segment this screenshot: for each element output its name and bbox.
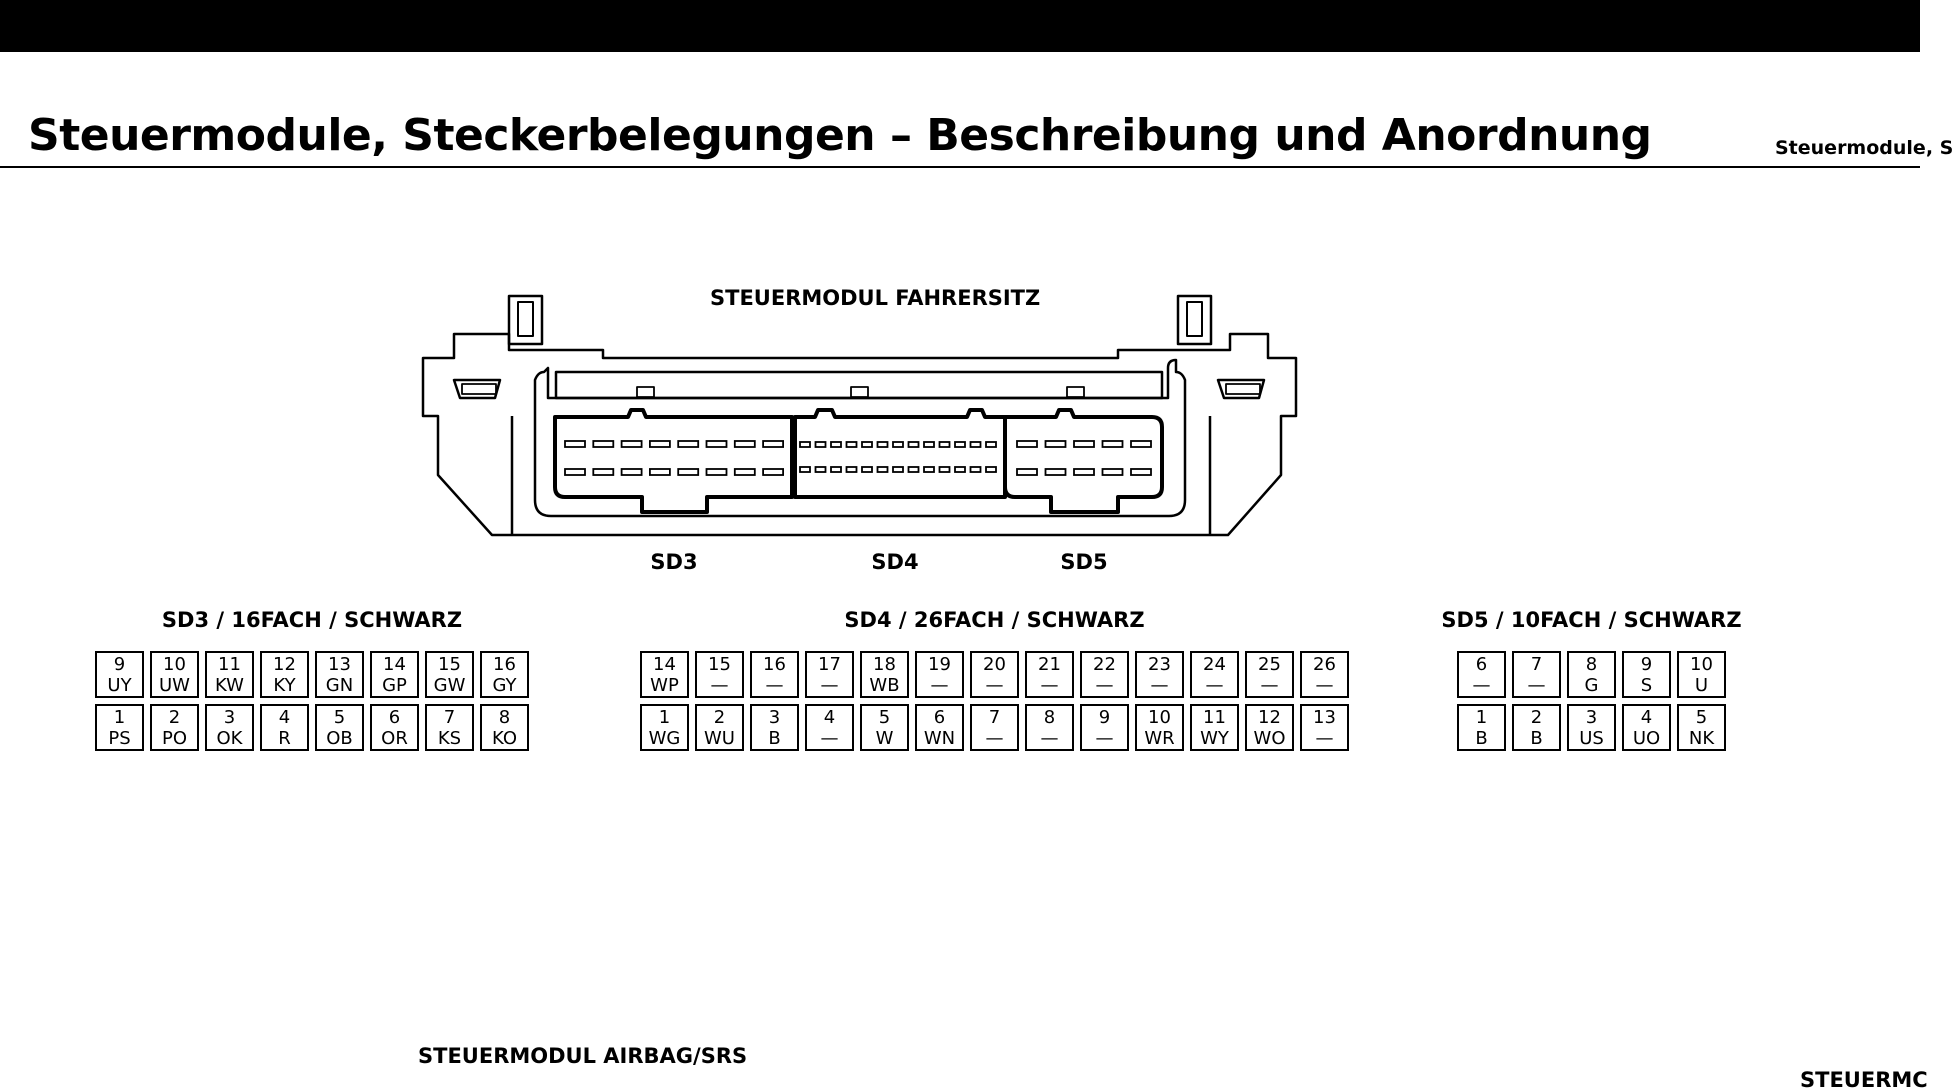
pin-slot xyxy=(878,442,888,447)
pin-slot xyxy=(593,469,613,475)
pin-wire-color: — xyxy=(1527,674,1546,696)
pin-cell xyxy=(425,704,474,751)
pin-slot xyxy=(735,441,755,447)
pin-cell xyxy=(205,704,254,751)
pin-slot xyxy=(1131,441,1151,447)
pin-wire-color: WP xyxy=(650,674,679,696)
pin-wire-color: — xyxy=(1315,727,1334,749)
right-latch xyxy=(1178,296,1211,344)
pin-cell xyxy=(1190,704,1239,751)
pin-cell xyxy=(1567,651,1616,698)
pin-cell xyxy=(695,704,744,751)
pin-wire-color: OK xyxy=(216,727,243,749)
pin-slot xyxy=(707,441,727,447)
pin-wire-color: U xyxy=(1694,674,1709,696)
pin-cell xyxy=(1567,704,1616,751)
pin-cell xyxy=(315,651,364,698)
pin-wire-color: — xyxy=(1095,727,1114,749)
pin-table-title: SD5 / 10FACH / SCHWARZ xyxy=(1441,608,1742,632)
pin-wire-color: W xyxy=(875,727,894,749)
sd4-socket xyxy=(795,410,1005,497)
pin-cell xyxy=(970,704,1019,751)
pin-number: 13 xyxy=(328,653,351,675)
pin-number: 10 xyxy=(163,653,186,675)
pin-number: 1 xyxy=(658,706,671,728)
pin-cell xyxy=(750,651,799,698)
pin-wire-color: GW xyxy=(433,674,466,696)
pin-slot xyxy=(893,467,903,472)
pin-wire-color: B xyxy=(1530,727,1543,749)
pin-number: 3 xyxy=(223,706,236,728)
pin-row xyxy=(640,704,1349,751)
pin-number: 2 xyxy=(1530,706,1543,728)
connector-label-sd4: SD4 xyxy=(871,550,919,574)
pin-slot xyxy=(878,467,888,472)
pin-cell xyxy=(1135,704,1184,751)
pin-wire-color: — xyxy=(1040,727,1059,749)
pin-number: 18 xyxy=(873,653,896,675)
pin-slot xyxy=(1074,441,1094,447)
pin-number: 10 xyxy=(1690,653,1713,675)
pin-wire-color: — xyxy=(820,674,839,696)
pin-wire-color: G xyxy=(1584,674,1599,696)
pin-row xyxy=(95,651,529,698)
pin-wire-color: B xyxy=(1475,727,1488,749)
pin-wire-color: PS xyxy=(108,727,131,749)
clipped-module-title: STEUERMC xyxy=(1800,1068,1928,1092)
pin-row xyxy=(1457,704,1726,751)
pin-number: 2 xyxy=(713,706,726,728)
pin-wire-color: GP xyxy=(382,674,407,696)
pin-number: 16 xyxy=(763,653,786,675)
pin-wire-color: — xyxy=(765,674,784,696)
pin-wire-color: — xyxy=(710,674,729,696)
pin-slot xyxy=(1046,469,1066,475)
pin-slot xyxy=(650,441,670,447)
pin-number: 20 xyxy=(983,653,1006,675)
pin-cell xyxy=(1080,704,1129,751)
pin-slot xyxy=(847,467,857,472)
pin-cell xyxy=(750,704,799,751)
pin-wire-color: KS xyxy=(437,727,462,749)
pin-slot xyxy=(1131,469,1151,475)
pin-slot xyxy=(986,442,996,447)
pin-slot xyxy=(565,441,585,447)
pin-wire-color: NK xyxy=(1688,727,1715,749)
pin-number: 4 xyxy=(278,706,291,728)
pin-slot xyxy=(924,442,934,447)
pin-slot xyxy=(971,467,981,472)
pin-slot xyxy=(678,469,698,475)
pin-number: 14 xyxy=(383,653,406,675)
pin-slot xyxy=(1017,469,1037,475)
pin-number: 10 xyxy=(1148,706,1171,728)
pin-table-sd4 xyxy=(640,608,1349,757)
pin-cell xyxy=(260,704,309,751)
pin-wire-color: UO xyxy=(1632,727,1661,749)
pin-wire-color: — xyxy=(1095,674,1114,696)
pin-wire-color: — xyxy=(1205,674,1224,696)
pin-wire-color: KW xyxy=(215,674,244,696)
pin-slot xyxy=(622,469,642,475)
pin-slot xyxy=(763,441,783,447)
pin-number: 9 xyxy=(1098,706,1111,728)
connector-label-sd3: SD3 xyxy=(650,550,698,574)
pin-wire-color: WN xyxy=(923,727,956,749)
pin-number: 19 xyxy=(928,653,951,675)
pin-slot xyxy=(1103,441,1123,447)
pin-wire-color: WY xyxy=(1200,727,1229,749)
pin-slot xyxy=(924,467,934,472)
pin-number: 8 xyxy=(1043,706,1056,728)
pin-slot xyxy=(763,469,783,475)
pin-slot xyxy=(678,441,698,447)
pin-slot xyxy=(862,442,872,447)
pin-wire-color: OR xyxy=(381,727,408,749)
module-title: STEUERMODUL FAHRERSITZ xyxy=(710,286,1041,310)
pin-slot xyxy=(1046,441,1066,447)
pin-cell xyxy=(1622,651,1671,698)
pin-wire-color: S xyxy=(1640,674,1653,696)
pin-slot xyxy=(862,467,872,472)
pin-cell xyxy=(150,704,199,751)
pin-slot xyxy=(622,441,642,447)
pin-slot xyxy=(955,467,965,472)
pin-cell xyxy=(805,704,854,751)
pin-number: 23 xyxy=(1148,653,1171,675)
pin-number: 11 xyxy=(1203,706,1226,728)
pin-cell xyxy=(1512,704,1561,751)
pin-cell xyxy=(1622,704,1671,751)
pin-cell xyxy=(1190,651,1239,698)
pin-slot xyxy=(1017,441,1037,447)
pin-number: 3 xyxy=(1585,706,1598,728)
pin-cell xyxy=(1457,651,1506,698)
pin-cell xyxy=(205,651,254,698)
pin-table-title: SD3 / 16FACH / SCHWARZ xyxy=(161,608,463,632)
pin-number: 11 xyxy=(218,653,241,675)
pin-cell xyxy=(1080,651,1129,698)
pin-number: 2 xyxy=(168,706,181,728)
pin-table-sd5 xyxy=(1441,608,1742,757)
pin-table-title: SD4 / 26FACH / SCHWARZ xyxy=(844,608,1145,632)
pin-cell xyxy=(915,651,964,698)
left-latch xyxy=(509,296,542,344)
pin-cell xyxy=(1025,651,1074,698)
pin-number: 8 xyxy=(498,706,511,728)
pin-wire-color: R xyxy=(278,727,291,749)
pin-number: 3 xyxy=(768,706,781,728)
pin-number: 26 xyxy=(1313,653,1336,675)
pin-cell xyxy=(1512,651,1561,698)
pin-number: 4 xyxy=(1640,706,1653,728)
pin-number: 7 xyxy=(1530,653,1543,675)
pin-number: 12 xyxy=(273,653,296,675)
pin-wire-color: WO xyxy=(1253,727,1286,749)
pin-number: 1 xyxy=(113,706,126,728)
pin-number: 21 xyxy=(1038,653,1061,675)
pin-cell xyxy=(1245,704,1294,751)
pin-slot xyxy=(1103,469,1123,475)
pin-wire-color: — xyxy=(930,674,949,696)
pin-wire-color: — xyxy=(985,727,1004,749)
pin-cell xyxy=(970,651,1019,698)
pin-cell xyxy=(1135,651,1184,698)
pin-slot xyxy=(816,467,826,472)
pin-row xyxy=(640,651,1349,698)
pin-slot xyxy=(955,442,965,447)
pin-cell xyxy=(370,651,419,698)
pin-number: 5 xyxy=(333,706,346,728)
pin-number: 14 xyxy=(653,653,676,675)
pin-wire-color: US xyxy=(1579,727,1604,749)
pin-slot xyxy=(909,467,919,472)
pin-wire-color: KY xyxy=(273,674,296,696)
pin-cell xyxy=(480,704,529,751)
pin-wire-color: — xyxy=(1315,674,1334,696)
pin-cell xyxy=(370,704,419,751)
left-side-tab xyxy=(454,380,500,398)
pin-cell xyxy=(1677,704,1726,751)
pin-number: 22 xyxy=(1093,653,1116,675)
pin-number: 25 xyxy=(1258,653,1281,675)
pin-slot xyxy=(650,469,670,475)
pin-cell xyxy=(95,704,144,751)
pin-cell xyxy=(480,651,529,698)
sd5-socket xyxy=(1005,410,1162,512)
pin-number: 6 xyxy=(1475,653,1488,675)
pin-slot xyxy=(971,442,981,447)
pin-number: 15 xyxy=(438,653,461,675)
pin-number: 16 xyxy=(493,653,516,675)
pin-wire-color: UW xyxy=(159,674,190,696)
pin-slot xyxy=(707,469,727,475)
pin-wire-color: — xyxy=(1040,674,1059,696)
pin-cell xyxy=(1245,651,1294,698)
pin-wire-color: — xyxy=(1150,674,1169,696)
pin-wire-color: — xyxy=(1472,674,1491,696)
pin-slot xyxy=(940,467,950,472)
pin-wire-color: UY xyxy=(107,674,132,696)
pin-slot xyxy=(800,442,810,447)
pin-number: 6 xyxy=(933,706,946,728)
pin-number: 8 xyxy=(1585,653,1598,675)
pin-cell xyxy=(805,651,854,698)
pin-wire-color: WG xyxy=(648,727,681,749)
pin-number: 9 xyxy=(1640,653,1653,675)
pin-cell xyxy=(915,704,964,751)
pin-wire-color: — xyxy=(1260,674,1279,696)
pin-wire-color: WB xyxy=(869,674,900,696)
pin-slot xyxy=(831,442,841,447)
pin-cell xyxy=(640,651,689,698)
pin-slot xyxy=(593,441,613,447)
pin-cell xyxy=(1025,704,1074,751)
pin-slot xyxy=(893,442,903,447)
pin-wire-color: WU xyxy=(704,727,735,749)
pin-number: 1 xyxy=(1475,706,1488,728)
pin-cell xyxy=(1300,704,1349,751)
pin-cell xyxy=(860,651,909,698)
next-module-title: STEUERMODUL AIRBAG/SRS xyxy=(418,1044,748,1068)
pin-number: 13 xyxy=(1313,706,1336,728)
pin-number: 4 xyxy=(823,706,836,728)
pin-cell xyxy=(1457,704,1506,751)
pin-slot xyxy=(831,467,841,472)
pin-cell xyxy=(315,704,364,751)
pin-slot xyxy=(565,469,585,475)
pin-slot xyxy=(1074,469,1094,475)
pin-number: 24 xyxy=(1203,653,1226,675)
pin-row xyxy=(95,704,529,751)
running-head: Steuermodule, S xyxy=(1775,137,1953,159)
sd3-socket xyxy=(555,410,792,512)
pin-number: 7 xyxy=(443,706,456,728)
pin-wire-color: GY xyxy=(492,674,517,696)
right-side-tab xyxy=(1218,380,1264,398)
pin-number: 15 xyxy=(708,653,731,675)
pin-number: 6 xyxy=(388,706,401,728)
pin-wire-color: — xyxy=(820,727,839,749)
pin-slot xyxy=(847,442,857,447)
pin-cell xyxy=(1677,651,1726,698)
page-title: Steuermodule, Steckerbelegungen – Beschreibung und Anordnung xyxy=(28,110,1652,161)
pin-wire-color: WR xyxy=(1144,727,1175,749)
inner-frame xyxy=(535,360,1185,516)
pin-cell xyxy=(640,704,689,751)
pin-wire-color: GN xyxy=(325,674,354,696)
pin-number: 12 xyxy=(1258,706,1281,728)
pin-number: 9 xyxy=(113,653,126,675)
pin-wire-color: B xyxy=(768,727,781,749)
connector-label-sd5: SD5 xyxy=(1060,550,1108,574)
pin-slot xyxy=(909,442,919,447)
pin-slot xyxy=(735,469,755,475)
pin-wire-color: OB xyxy=(326,727,353,749)
pin-wire-color: KO xyxy=(492,727,517,749)
pin-cell xyxy=(150,651,199,698)
pin-number: 17 xyxy=(818,653,841,675)
pin-table-sd3 xyxy=(95,608,529,757)
pin-wire-color: PO xyxy=(161,727,188,749)
pin-cell xyxy=(95,651,144,698)
pin-slot xyxy=(816,442,826,447)
pin-number: 7 xyxy=(988,706,1001,728)
pin-cell xyxy=(860,704,909,751)
pin-number: 5 xyxy=(878,706,891,728)
pin-slot xyxy=(986,467,996,472)
pin-wire-color: — xyxy=(985,674,1004,696)
pin-cell xyxy=(695,651,744,698)
pin-cell xyxy=(1300,651,1349,698)
pin-cell xyxy=(425,651,474,698)
pin-row xyxy=(1457,651,1726,698)
pin-slot xyxy=(940,442,950,447)
pin-cell xyxy=(260,651,309,698)
pin-number: 5 xyxy=(1695,706,1708,728)
pin-slot xyxy=(800,467,810,472)
